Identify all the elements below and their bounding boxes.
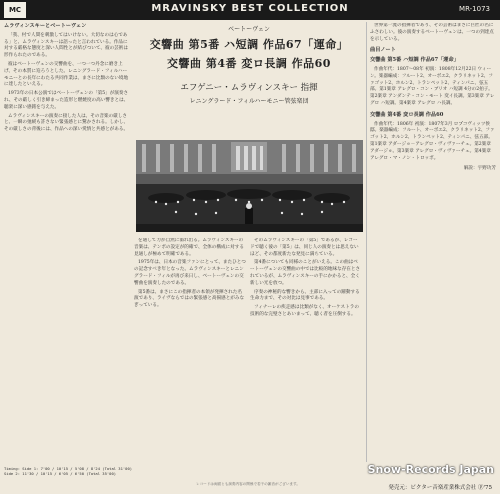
symphony-title-2: 交響曲 第4番 変ロ長調 作品60 — [167, 57, 331, 70]
footer — [0, 463, 500, 494]
label-logo: MC — [4, 2, 26, 18]
essay-column-b — [250, 238, 362, 462]
header-bar — [0, 0, 500, 20]
left-paragraph: ムラヴィンスキーの演奏に接した人は、その音楽の厳しさと、一瞬の弛緩も許さない緊張感とに驚かされる。しかし、その厳しさの背後には、作品への深い愛情と共感とがある。 — [4, 113, 129, 133]
left-column — [4, 23, 130, 461]
composer-name: ベートーヴェン — [228, 26, 270, 33]
left-heading: ムラヴィンスキーとベートーヴェン — [4, 23, 87, 29]
orchestra-photo — [136, 140, 363, 232]
essay-paragraph: そのムラヴィンスキーの「第5」であるが、レコードで聴く彼の「第5」は、同じ人の演奏とは思えないほど、その都度新たな発見に満ちている。 — [250, 238, 359, 257]
piece2-notes: 作曲年代：1806年 初演：1807年3月 ロプコヴィッツ侯邸。楽器編成：フルート、オーボエ2、クラリネット2、ファゴット2、ホルン2、トランペット2、ティンパニ、弦五部。第1楽章 アダージョ－アレグロ・ヴィヴァーチェ。第2楽章 アダージョ。第3楽章 アレグロ・ヴィヴァーチェ。第4楽章 アレグロ・マ・ノン・トロッポ。 — [370, 121, 495, 161]
right-intro: 世界第一流の指揮者であり、その芸術はまさに巨匠の名にふさわしい。彼の演奏するベートーヴェンは、一つの到達点を示している。 — [370, 23, 494, 42]
orchestra-credit: レニングラード・フィルハーモニー管弦楽団 — [189, 98, 309, 105]
column-divider — [366, 22, 367, 462]
timing-side-1: Timing: Side 1: 7'00 / 10'15 / 5'08 / 8'24 (Total 31'00) — [4, 466, 133, 471]
essay-paragraph: フィナーレの疾走感は比類がなく、オーケストラの技術的な完璧さとあいまって、聴く者を圧倒する。 — [250, 305, 359, 317]
essay-paragraph: 第5番は、まさにこの指揮者の本領が発揮された名演であり、ライヴならではの緊張感と高揚感とがみなぎっている。 — [134, 289, 245, 309]
commentator-credit: 解説：宇野功芳 — [463, 166, 496, 172]
noise-notice: レコードは両面とも演奏内容の関係で若干の雑音がございます。 — [196, 482, 300, 486]
essay-paragraph: 第4番についても同様のことがいえる。この曲はベートーヴェンの交響曲の中では比較的地味な存在とされているが、ムラヴィンスキーの手にかかると、全く新しい光を放つ。 — [250, 260, 361, 286]
essay-paragraph: 1975年は、日本の音楽ファンにとって、またひとつの記念すべき年となった。ムラヴィンスキーとレニングラード・フィルが再び来日し、ベートーヴェンの交響曲を演奏したのである。 — [134, 260, 246, 286]
piece1-title: 交響曲 第5番 ハ短調 作品67「運命」 — [370, 57, 459, 64]
essay-column-a — [134, 238, 246, 462]
timing-side-2: Side 2: 11'30 / 10'15 / 6'05 / 6'50 (Total 35'00) — [4, 471, 117, 476]
piece1-notes: 作曲年代：1807～08年 初演：1808年12月22日 ウィーン。楽器編成：フルート2、オーボエ2、クラリネット2、ファゴット2、ホルン2、トランペット2、ティンパニ、弦五部。第1楽章 アレグロ・コン・ブリオ ハ短調 4分の2拍子。第2楽章 アンダンテ・コン・モート 変イ長調。第3楽章 アレグロ ハ短調。第4楽章 アレグロ ハ長調。 — [370, 66, 495, 106]
catalog-number: MR-1073 — [459, 5, 490, 13]
left-paragraph: 彼はベートーヴェンの交響曲を、一つ一つ丹念に磨き上げ、その本質に迫ろうとした。レニングラード・フィルハーモニーとの長年にわたる共同作業は、まさに比類のない境地に達したといえる。 — [4, 61, 129, 88]
essay-paragraph: を通して力が自然に溢れ出る。ムラヴィンスキーの音楽は、テンポの設定が的確で、全体の構成に対する見通しが極めて明確である。 — [134, 238, 244, 257]
publisher-credit: 発売元：ビクター音楽産業株式会社 ⓟ'75 — [388, 485, 492, 491]
piece2-title: 交響曲 第4番 変ロ長調 作品60 — [370, 111, 444, 118]
watermark: Snow-Records Japan — [367, 463, 494, 476]
essay-paragraph: 序奏の神秘的な響きから、主部に入っての躍動する生命力まで、その対比は見事である。 — [250, 289, 360, 302]
timing-info — [4, 466, 132, 476]
right-column — [370, 23, 496, 461]
concert-hall-image — [136, 140, 363, 232]
conductor-credit: エフゲニー・ムラヴィンスキー 指揮 — [180, 83, 318, 93]
left-paragraph: 「我、村で人間を刺激してはいけない。大切なのは心である」と、ムラヴィンスキーは語ったと言われている。作品に対する厳格な態度と深い人間性とが結びついて、彼の芸術は形作られたのである。 — [4, 32, 128, 59]
left-paragraph: 1973年の日本公演ではベートーヴェンの「第5」が演奏され、その厳しく引き締まった造形と燃焼度の高い響きとは、聴衆に深い感銘を与えた。 — [4, 91, 129, 110]
symphony-title-1: 交響曲 第5番 ハ短調 作品67「運命」 — [149, 38, 349, 51]
title-block — [132, 22, 366, 142]
notes-heading: 曲目ノート — [370, 47, 396, 54]
series-title: MRAVINSKY BEST COLLECTION — [151, 3, 349, 14]
